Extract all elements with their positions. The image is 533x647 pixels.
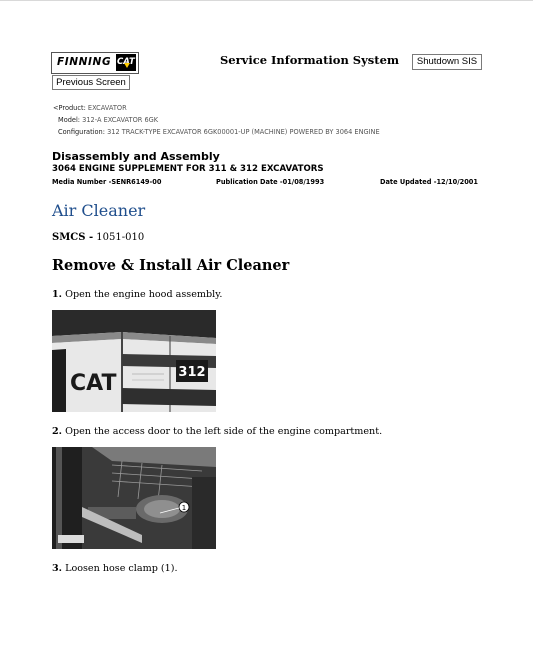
step-item [52,563,178,574]
logo-finning-text: FINNING [57,56,112,68]
procedure-title: Remove & Install Air Cleaner [52,257,290,274]
step-text: Open the access door to the left side of the engine compartment. [65,426,383,437]
step-item [52,289,222,300]
step-number: 1. [52,289,63,300]
page-header-title: Service Information System [220,53,400,67]
callout-number: 1 [181,504,187,512]
configuration-line [58,128,380,136]
smcs-label: SMCS - [52,232,94,243]
cat-logo-badge [116,54,136,71]
media-number: Media Number -SENR6149-00 [52,178,162,186]
step-item [52,426,382,437]
model-number-badge: 312 [178,365,206,380]
page-title: Air Cleaner [52,201,146,220]
configuration-value: 312 TRACK-TYPE EXCAVATOR 6GK00001-UP (MACHINE) POWERED BY 3064 ENGINE [107,128,380,136]
model-label: Model: [58,116,81,124]
engine-compartment-illustration [52,447,216,549]
previous-screen-button[interactable]: Previous Screen [52,75,130,90]
section-heading: Disassembly and Assembly [52,150,220,163]
back-arrow-icon[interactable]: < [53,104,59,112]
cat-decal-text: CAT [70,371,117,396]
model-line [58,116,158,124]
step-number: 2. [52,426,63,437]
configuration-label: Configuration: [58,128,105,136]
engine-hood-illustration [52,310,216,412]
step-text: Open the engine hood assembly. [65,289,223,300]
engine-compartment-photo [52,447,216,549]
cat-triangle-icon [124,63,130,68]
publication-date: Publication Date -01/08/1993 [216,178,325,186]
top-divider [0,0,533,1]
supplement-heading: 3064 ENGINE SUPPLEMENT FOR 311 & 312 EXCAVATORS [52,164,324,174]
product-line [53,104,127,112]
product-value: EXCAVATOR [87,104,127,112]
step-number: 3. [52,563,63,574]
engine-hood-photo [52,310,216,412]
date-updated: Date Updated -12/10/2001 [380,178,478,186]
finning-cat-logo [51,52,139,74]
product-label: Product: [58,104,86,112]
cat-logo-text: CAT [117,57,135,67]
smcs-code [52,232,144,243]
step-text: Loosen hose clamp (1). [65,563,178,574]
model-value: 312-A EXCAVATOR 6GK [82,116,159,124]
shutdown-sis-button[interactable]: Shutdown SIS [412,54,482,70]
smcs-value: 1051-010 [96,232,145,243]
